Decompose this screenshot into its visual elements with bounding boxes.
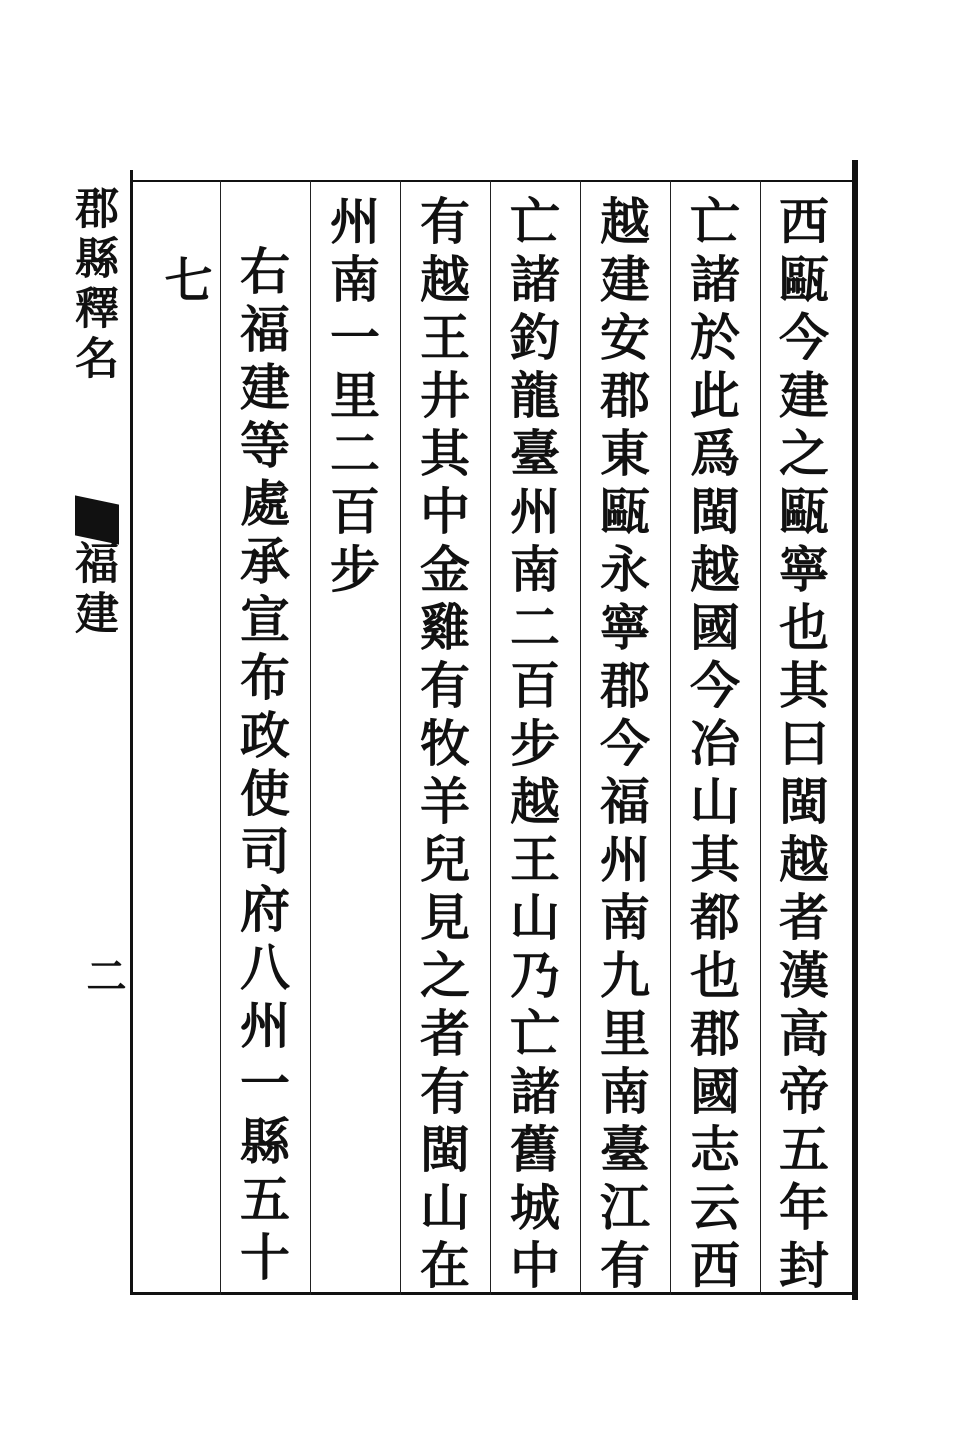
book-title: 郡縣釋名: [67, 185, 118, 385]
column-rule: [220, 180, 221, 1295]
frame-top-rule: [130, 180, 855, 182]
text-column-2: 亡諸於此爲閩越國今冶山其都也郡國志云西: [682, 195, 741, 1297]
fishtail-mark: [75, 495, 119, 544]
column-rule: [490, 180, 491, 1295]
margin-title: [67, 185, 118, 385]
text-column-1: 西甌今建之甌寧也其曰閩越者漢高帝五年封: [771, 195, 830, 1297]
column-rule: [400, 180, 401, 1295]
text-column-4: 亡諸釣龍臺州南二百步越王山乃亡諸舊城中: [502, 195, 561, 1297]
text-column-7: 右福建等處承宣布政使司府八州一縣五十: [232, 245, 291, 1289]
text-column-6: 州南一里二百步: [322, 195, 381, 601]
page-number: 二: [80, 955, 127, 995]
text-column-5: 有越王井其中金雞有牧羊兒見之者有閩山在: [412, 195, 471, 1297]
section-name: 福建: [67, 540, 118, 640]
column-rule: [310, 180, 311, 1295]
column-rule: [760, 180, 761, 1295]
margin-section: [67, 540, 118, 640]
column-rule: [580, 180, 581, 1295]
text-column-3: 越建安郡東甌永寧郡今福州南九里南臺江有: [592, 195, 651, 1297]
section-number: 七: [156, 255, 212, 303]
column-rule: [670, 180, 671, 1295]
frame-right-border: [852, 160, 858, 1300]
